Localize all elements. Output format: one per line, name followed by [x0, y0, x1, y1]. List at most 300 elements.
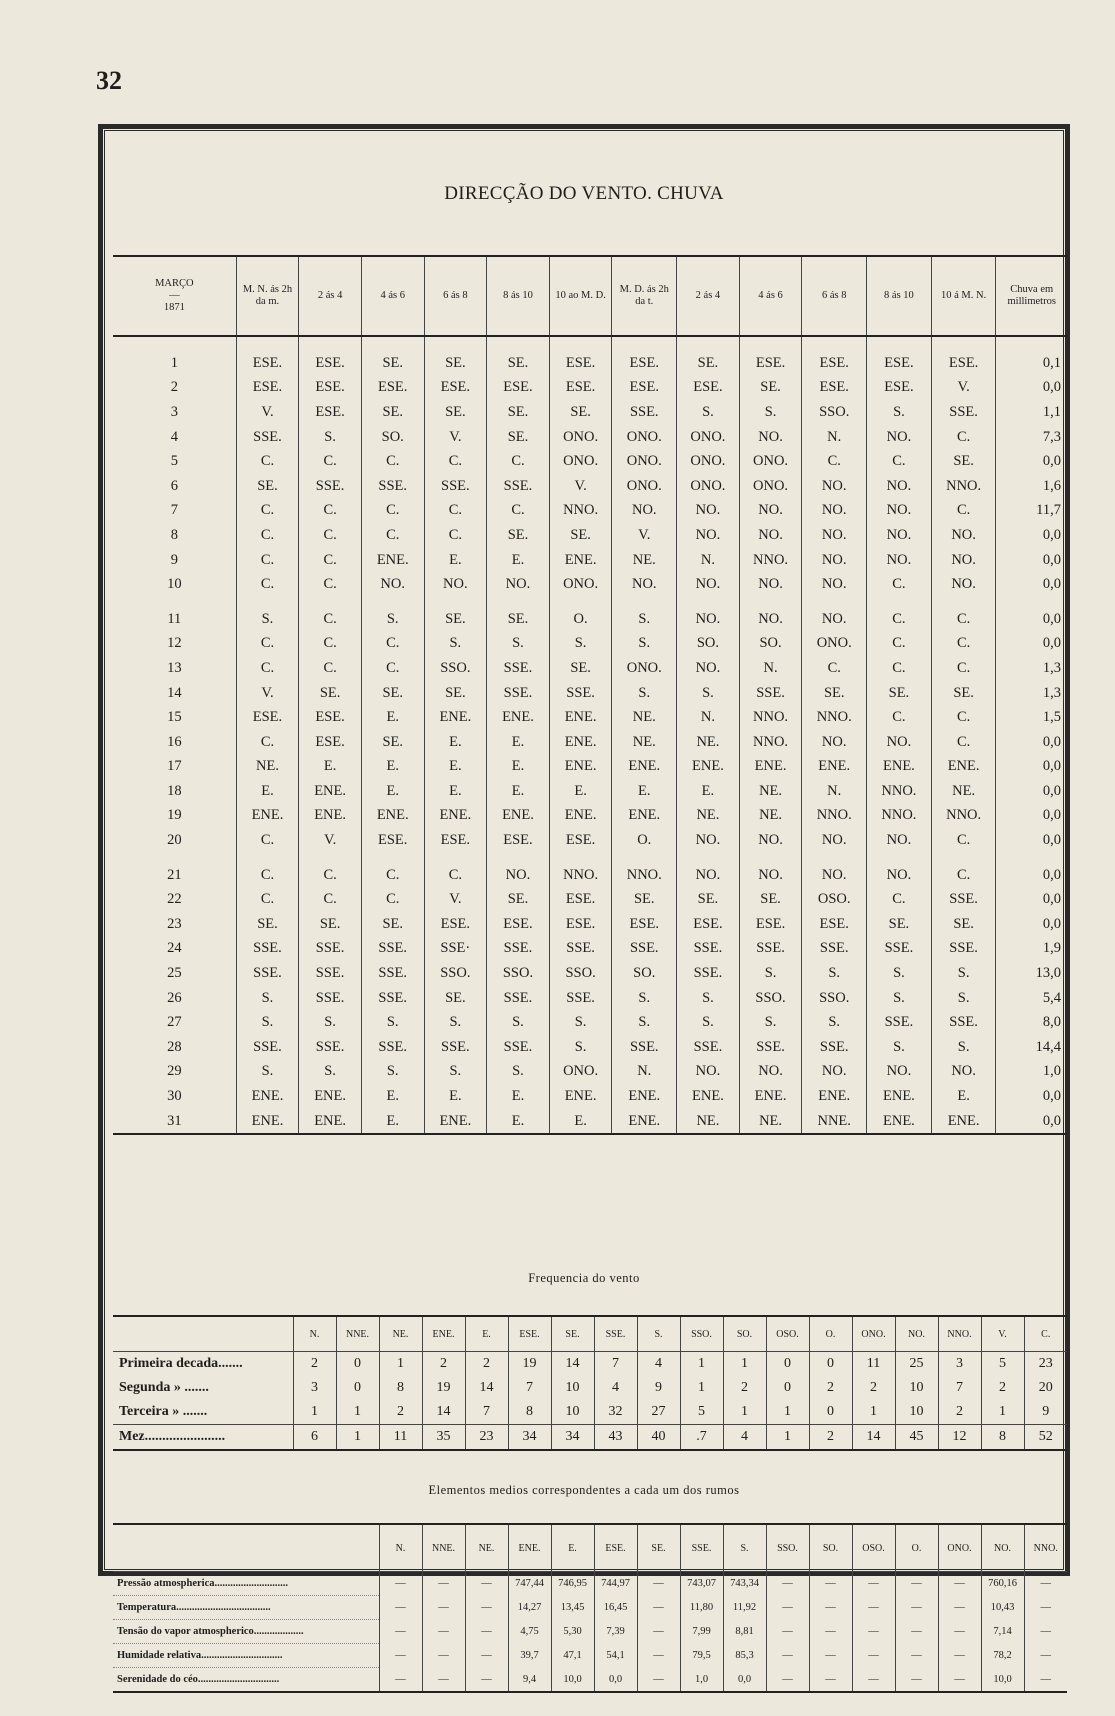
value-cell: —	[637, 1596, 680, 1620]
wind-cell: SE.	[361, 400, 424, 425]
wind-cell: NNO.	[612, 853, 677, 888]
wind-cell: S.	[299, 425, 362, 450]
count-cell: 2	[379, 1400, 422, 1425]
wind-cell: SE.	[487, 336, 550, 376]
wind-cell: E.	[931, 1084, 996, 1109]
wind-cell: NO.	[867, 425, 932, 450]
wind-cell: V.	[424, 887, 487, 912]
wind-cell: SSE.	[867, 937, 932, 962]
wind-cell: SSE.	[424, 474, 487, 499]
wind-cell: C.	[236, 887, 299, 912]
wind-cell: ESE.	[802, 376, 867, 401]
rain-cell: 1,3	[996, 656, 1067, 681]
count-cell: 2	[293, 1352, 336, 1377]
wind-cell: ONO.	[549, 572, 612, 597]
table-row	[113, 681, 1067, 706]
wind-cell: NO.	[931, 1060, 996, 1085]
wind-cell: E.	[424, 779, 487, 804]
wind-cell: ESE.	[299, 400, 362, 425]
wind-cell: NO.	[739, 853, 802, 888]
wind-cell: NNE.	[802, 1109, 867, 1135]
wind-cell: S.	[361, 1060, 424, 1085]
table-row	[113, 1620, 1067, 1644]
value-cell: 5,30	[551, 1620, 594, 1644]
day-cell: 25	[167, 965, 182, 982]
table-row	[113, 597, 1067, 632]
value-cell: —	[895, 1596, 938, 1620]
wind-cell: NO.	[739, 1060, 802, 1085]
wind-cell: S.	[931, 961, 996, 986]
column-header: S.	[723, 1524, 766, 1572]
count-cell: 11	[379, 1425, 422, 1451]
value-cell: —	[938, 1644, 981, 1668]
wind-cell: S.	[739, 400, 802, 425]
wind-cell: ENE.	[487, 705, 550, 730]
column-header: 4 ás 6	[739, 256, 802, 336]
wind-cell: S.	[612, 986, 677, 1011]
column-header: 10 á M. N.	[931, 256, 996, 336]
value-cell: 16,45	[594, 1596, 637, 1620]
wind-cell: NO.	[802, 730, 867, 755]
wind-cell: NO.	[739, 425, 802, 450]
wind-cell: E.	[487, 755, 550, 780]
value-cell: —	[465, 1596, 508, 1620]
value-cell: 743,34	[723, 1572, 766, 1596]
column-header: SSE.	[594, 1316, 637, 1352]
day-cell: 9	[170, 551, 178, 568]
count-cell: 3	[293, 1376, 336, 1400]
column-header: Chuva em millimetros	[996, 256, 1067, 336]
table-row	[113, 755, 1067, 780]
value-cell: —	[809, 1668, 852, 1693]
wind-cell: SSE.	[549, 986, 612, 1011]
table-row	[113, 336, 1067, 376]
wind-cell: SSE.	[931, 887, 996, 912]
table-row	[113, 572, 1067, 597]
column-header: V.	[981, 1316, 1024, 1352]
rain-cell: 0,0	[996, 853, 1067, 888]
elements-caption: Elementos medios correspondentes a cada um dos rumos	[428, 1483, 740, 1497]
column-header: S.	[637, 1316, 680, 1352]
elements-corner	[113, 1524, 379, 1572]
count-cell: 2	[809, 1425, 852, 1451]
count-cell: 5	[981, 1352, 1024, 1377]
value-cell: —	[637, 1644, 680, 1668]
day-cell: 4	[170, 428, 178, 445]
table-row	[113, 986, 1067, 1011]
rain-cell: 5,4	[996, 986, 1067, 1011]
wind-cell: SE.	[361, 730, 424, 755]
wind-cell: SE.	[677, 887, 740, 912]
wind-cell: SSE.	[361, 474, 424, 499]
wind-cell: SSE.	[487, 986, 550, 1011]
wind-cell: C.	[867, 632, 932, 657]
wind-cell: SSE.	[236, 425, 299, 450]
count-cell: 4	[637, 1352, 680, 1377]
day-cell: 28	[167, 1038, 182, 1055]
wind-cell: NO.	[802, 499, 867, 524]
column-header: SO.	[809, 1524, 852, 1572]
row-label: Serenidade do céo...............................	[113, 1668, 379, 1693]
wind-cell: C.	[236, 853, 299, 888]
wind-cell: E.	[361, 1109, 424, 1135]
wind-cell: NO.	[802, 523, 867, 548]
wind-cell: NO.	[931, 548, 996, 573]
rain-cell: 1,6	[996, 474, 1067, 499]
column-header: O.	[809, 1316, 852, 1352]
count-cell: 6	[293, 1425, 336, 1451]
wind-cell: SSE.	[299, 937, 362, 962]
wind-cell: NE.	[677, 1109, 740, 1135]
count-cell: 1	[723, 1400, 766, 1425]
wind-cell: S.	[424, 1010, 487, 1035]
value-cell: 11,80	[680, 1596, 723, 1620]
wind-cell: ENE.	[549, 730, 612, 755]
wind-cell: V.	[236, 681, 299, 706]
wind-cell: E.	[487, 548, 550, 573]
wind-cell: NO.	[487, 853, 550, 888]
elements-header-row	[113, 1524, 1067, 1572]
wind-cell: E.	[487, 779, 550, 804]
wind-cell: ENE.	[424, 705, 487, 730]
table-row	[113, 632, 1067, 657]
column-header: OSO.	[766, 1316, 809, 1352]
wind-cell: ENE.	[487, 804, 550, 829]
value-cell: 10,0	[981, 1668, 1024, 1693]
wind-cell: SE.	[487, 887, 550, 912]
count-cell: 7	[508, 1376, 551, 1400]
wind-cell: NO.	[361, 572, 424, 597]
wind-cell: E.	[299, 755, 362, 780]
column-header: 6 ás 8	[424, 256, 487, 336]
value-cell: 7,99	[680, 1620, 723, 1644]
wind-cell: E.	[424, 730, 487, 755]
wind-cell: C.	[424, 499, 487, 524]
wind-cell: C.	[867, 572, 932, 597]
wind-cell: C.	[236, 572, 299, 597]
count-cell: 40	[637, 1425, 680, 1451]
wind-cell: NO.	[677, 853, 740, 888]
wind-cell: C.	[236, 828, 299, 853]
wind-cell: C.	[867, 656, 932, 681]
table-row	[113, 912, 1067, 937]
row-label: Humidade relativa...............................	[113, 1644, 379, 1668]
wind-cell: S.	[549, 632, 612, 657]
rain-cell: 0,0	[996, 548, 1067, 573]
wind-cell: ESE.	[612, 376, 677, 401]
wind-cell: ESE.	[299, 336, 362, 376]
wind-cell: C.	[361, 656, 424, 681]
wind-cell: SE.	[931, 449, 996, 474]
wind-cell: SO.	[739, 632, 802, 657]
value-cell: 39,7	[508, 1644, 551, 1668]
wind-cell: NE.	[739, 1109, 802, 1135]
wind-cell: SSE.	[802, 937, 867, 962]
wind-cell: ENE.	[236, 1084, 299, 1109]
wind-cell: SSE.	[487, 937, 550, 962]
rain-cell: 0,0	[996, 376, 1067, 401]
wind-cell: NO.	[867, 523, 932, 548]
wind-cell: S.	[677, 986, 740, 1011]
count-cell: 2	[852, 1376, 895, 1400]
wind-cell: E.	[424, 1084, 487, 1109]
wind-cell: S.	[867, 986, 932, 1011]
count-cell: 12	[938, 1425, 981, 1451]
wind-cell: ENE.	[612, 1109, 677, 1135]
count-cell: 1	[336, 1400, 379, 1425]
count-cell: 0	[336, 1376, 379, 1400]
count-cell: 9	[637, 1376, 680, 1400]
wind-cell: NO.	[802, 474, 867, 499]
wind-cell: NO.	[612, 572, 677, 597]
wind-cell: ESE.	[549, 336, 612, 376]
wind-cell: SSE.	[677, 937, 740, 962]
wind-cell: S.	[867, 1035, 932, 1060]
column-header: C.	[1024, 1316, 1067, 1352]
wind-cell: ESE.	[612, 336, 677, 376]
wind-cell: S.	[867, 961, 932, 986]
wind-cell: SSO.	[487, 961, 550, 986]
wind-cell: ENE.	[739, 1084, 802, 1109]
wind-cell: NO.	[677, 597, 740, 632]
rain-cell: 1,0	[996, 1060, 1067, 1085]
value-cell: —	[766, 1596, 809, 1620]
day-cell: 1	[170, 354, 178, 371]
wind-cell: S.	[931, 986, 996, 1011]
wind-cell: C.	[487, 449, 550, 474]
value-cell: 78,2	[981, 1644, 1024, 1668]
table-row	[113, 1644, 1067, 1668]
column-header: ESE.	[508, 1316, 551, 1352]
wind-cell: SSE.	[487, 1035, 550, 1060]
rain-cell: 1,9	[996, 937, 1067, 962]
row-label: Temperatura....................................	[113, 1596, 379, 1620]
wind-cell: S.	[236, 597, 299, 632]
wind-cell: SE.	[236, 474, 299, 499]
rain-cell: 0,0	[996, 632, 1067, 657]
count-cell: 19	[508, 1352, 551, 1377]
elements-table	[113, 1523, 1067, 1693]
wind-cell: NNO.	[802, 804, 867, 829]
row-label: Mez.......................	[113, 1425, 293, 1451]
column-header: ENE.	[508, 1524, 551, 1572]
wind-cell: N.	[677, 548, 740, 573]
wind-cell: ENE.	[677, 755, 740, 780]
wind-cell: SE.	[931, 681, 996, 706]
wind-cell: ONO.	[549, 425, 612, 450]
wind-cell: ESE.	[361, 828, 424, 853]
wind-cell: SE.	[299, 681, 362, 706]
wind-cell: C.	[361, 499, 424, 524]
wind-cell: C.	[236, 523, 299, 548]
wind-cell: NO.	[677, 523, 740, 548]
wind-cell: ESE.	[236, 376, 299, 401]
wind-cell: SE.	[487, 523, 550, 548]
day-cell: 29	[167, 1063, 182, 1080]
count-cell: 1	[723, 1352, 766, 1377]
wind-cell: SSE.	[549, 681, 612, 706]
wind-cell: E.	[361, 705, 424, 730]
wind-cell: ONO.	[802, 632, 867, 657]
table-row	[113, 1010, 1067, 1035]
day-cell: 12	[167, 635, 182, 652]
wind-cell: ESE.	[931, 336, 996, 376]
wind-cell: C.	[931, 632, 996, 657]
wind-cell: NE.	[739, 779, 802, 804]
rain-cell: 0,0	[996, 572, 1067, 597]
day-cell: 8	[170, 526, 178, 543]
wind-cell: NO.	[802, 597, 867, 632]
table-row	[113, 1352, 1067, 1377]
value-cell: —	[809, 1572, 852, 1596]
wind-cell: N.	[612, 1060, 677, 1085]
count-cell: 1	[680, 1376, 723, 1400]
value-cell: —	[766, 1668, 809, 1693]
wind-cell: C.	[424, 853, 487, 888]
wind-cell: ESE.	[424, 376, 487, 401]
wind-cell: NE.	[931, 779, 996, 804]
wind-cell: SSE.	[361, 937, 424, 962]
count-cell: 27	[637, 1400, 680, 1425]
count-cell: 34	[551, 1425, 594, 1451]
value-cell: —	[895, 1620, 938, 1644]
count-cell: 0	[766, 1352, 809, 1377]
value-cell: —	[379, 1644, 422, 1668]
wind-cell: S.	[677, 1010, 740, 1035]
wind-cell: S.	[612, 597, 677, 632]
wind-cell: NO.	[677, 1060, 740, 1085]
count-cell: 2	[723, 1376, 766, 1400]
wind-cell: SE.	[487, 425, 550, 450]
wind-cell: ENE.	[236, 1109, 299, 1135]
wind-cell: ESE.	[549, 828, 612, 853]
value-cell: —	[852, 1620, 895, 1644]
wind-cell: ENE.	[867, 755, 932, 780]
month-label: MARÇO	[155, 278, 194, 289]
wind-cell: NNO.	[739, 730, 802, 755]
value-cell: —	[379, 1572, 422, 1596]
column-header: SSE.	[680, 1524, 723, 1572]
frequency-header-row	[113, 1316, 1067, 1352]
day-cell: 5	[170, 453, 178, 470]
count-cell: 8	[508, 1400, 551, 1425]
count-cell: 2	[809, 1376, 852, 1400]
table-row	[113, 656, 1067, 681]
wind-cell: SSE.	[802, 1035, 867, 1060]
wind-direction-table	[113, 255, 1067, 1135]
wind-cell: NO.	[739, 523, 802, 548]
wind-cell: NE.	[677, 804, 740, 829]
wind-cell: ENE.	[677, 1084, 740, 1109]
count-cell: 11	[852, 1352, 895, 1377]
row-label: Terceira » .......	[119, 1404, 208, 1419]
count-cell: 1	[680, 1352, 723, 1377]
rain-cell: 11,7	[996, 499, 1067, 524]
column-header: SO.	[723, 1316, 766, 1352]
wind-cell: NO.	[802, 548, 867, 573]
wind-cell: NNO.	[867, 804, 932, 829]
count-cell: 1	[336, 1425, 379, 1451]
day-cell: 22	[167, 891, 182, 908]
column-header: NNE.	[422, 1524, 465, 1572]
wind-cell: NO.	[867, 730, 932, 755]
wind-cell: NNO.	[739, 548, 802, 573]
wind-cell: S.	[677, 681, 740, 706]
wind-cell: SSO.	[424, 961, 487, 986]
wind-cell: ENE.	[612, 1084, 677, 1109]
wind-cell: ESE.	[802, 336, 867, 376]
wind-cell: NO.	[677, 572, 740, 597]
wind-cell: ENE.	[549, 755, 612, 780]
header-dash: —	[169, 290, 180, 301]
wind-cell: SSE.	[739, 1035, 802, 1060]
month-header	[113, 256, 236, 336]
table-row	[113, 376, 1067, 401]
count-cell: 4	[723, 1425, 766, 1451]
wind-cell: NO.	[677, 499, 740, 524]
table-row	[113, 1109, 1067, 1135]
wind-cell: SSE.	[612, 1035, 677, 1060]
count-cell: 32	[594, 1400, 637, 1425]
value-cell: —	[637, 1620, 680, 1644]
wind-cell: NO.	[867, 548, 932, 573]
wind-cell: SSE.	[487, 656, 550, 681]
wind-cell: SSE.	[867, 1010, 932, 1035]
wind-cell: NO.	[802, 572, 867, 597]
wind-cell: SO.	[677, 632, 740, 657]
wind-cell: NO.	[867, 474, 932, 499]
wind-cell: C.	[361, 632, 424, 657]
wind-cell: S.	[612, 632, 677, 657]
value-cell: —	[637, 1668, 680, 1693]
wind-cell: NE.	[612, 548, 677, 573]
wind-cell: ESE.	[739, 912, 802, 937]
value-cell: —	[809, 1644, 852, 1668]
value-cell: 54,1	[594, 1644, 637, 1668]
count-cell: 10	[895, 1400, 938, 1425]
page-number: 32	[96, 66, 122, 95]
wind-cell: NO.	[739, 572, 802, 597]
wind-cell: ESE.	[487, 912, 550, 937]
rain-cell: 0,0	[996, 804, 1067, 829]
count-cell: 5	[680, 1400, 723, 1425]
day-cell: 27	[167, 1014, 182, 1031]
wind-cell: C.	[487, 499, 550, 524]
count-cell: 45	[895, 1425, 938, 1451]
wind-cell: ENE.	[931, 1109, 996, 1135]
wind-cell: SSE.	[236, 1035, 299, 1060]
wind-cell: C.	[867, 705, 932, 730]
value-cell: 10,43	[981, 1596, 1024, 1620]
table-row	[113, 1400, 1067, 1425]
count-cell: 8	[981, 1425, 1024, 1451]
wind-cell: SSE.	[424, 1035, 487, 1060]
table-row	[113, 1060, 1067, 1085]
wind-cell: ENE.	[739, 755, 802, 780]
rain-cell: 0,1	[996, 336, 1067, 376]
wind-cell: SE.	[549, 656, 612, 681]
day-cell: 2	[170, 379, 178, 396]
wind-cell: ESE.	[487, 828, 550, 853]
table-row	[113, 449, 1067, 474]
column-header: SE.	[551, 1316, 594, 1352]
count-cell: 0	[766, 1376, 809, 1400]
wind-cell: NO.	[867, 828, 932, 853]
wind-cell: ENE.	[549, 548, 612, 573]
wind-cell: NO.	[867, 853, 932, 888]
table-row	[113, 1668, 1067, 1693]
wind-cell: NNO.	[549, 499, 612, 524]
